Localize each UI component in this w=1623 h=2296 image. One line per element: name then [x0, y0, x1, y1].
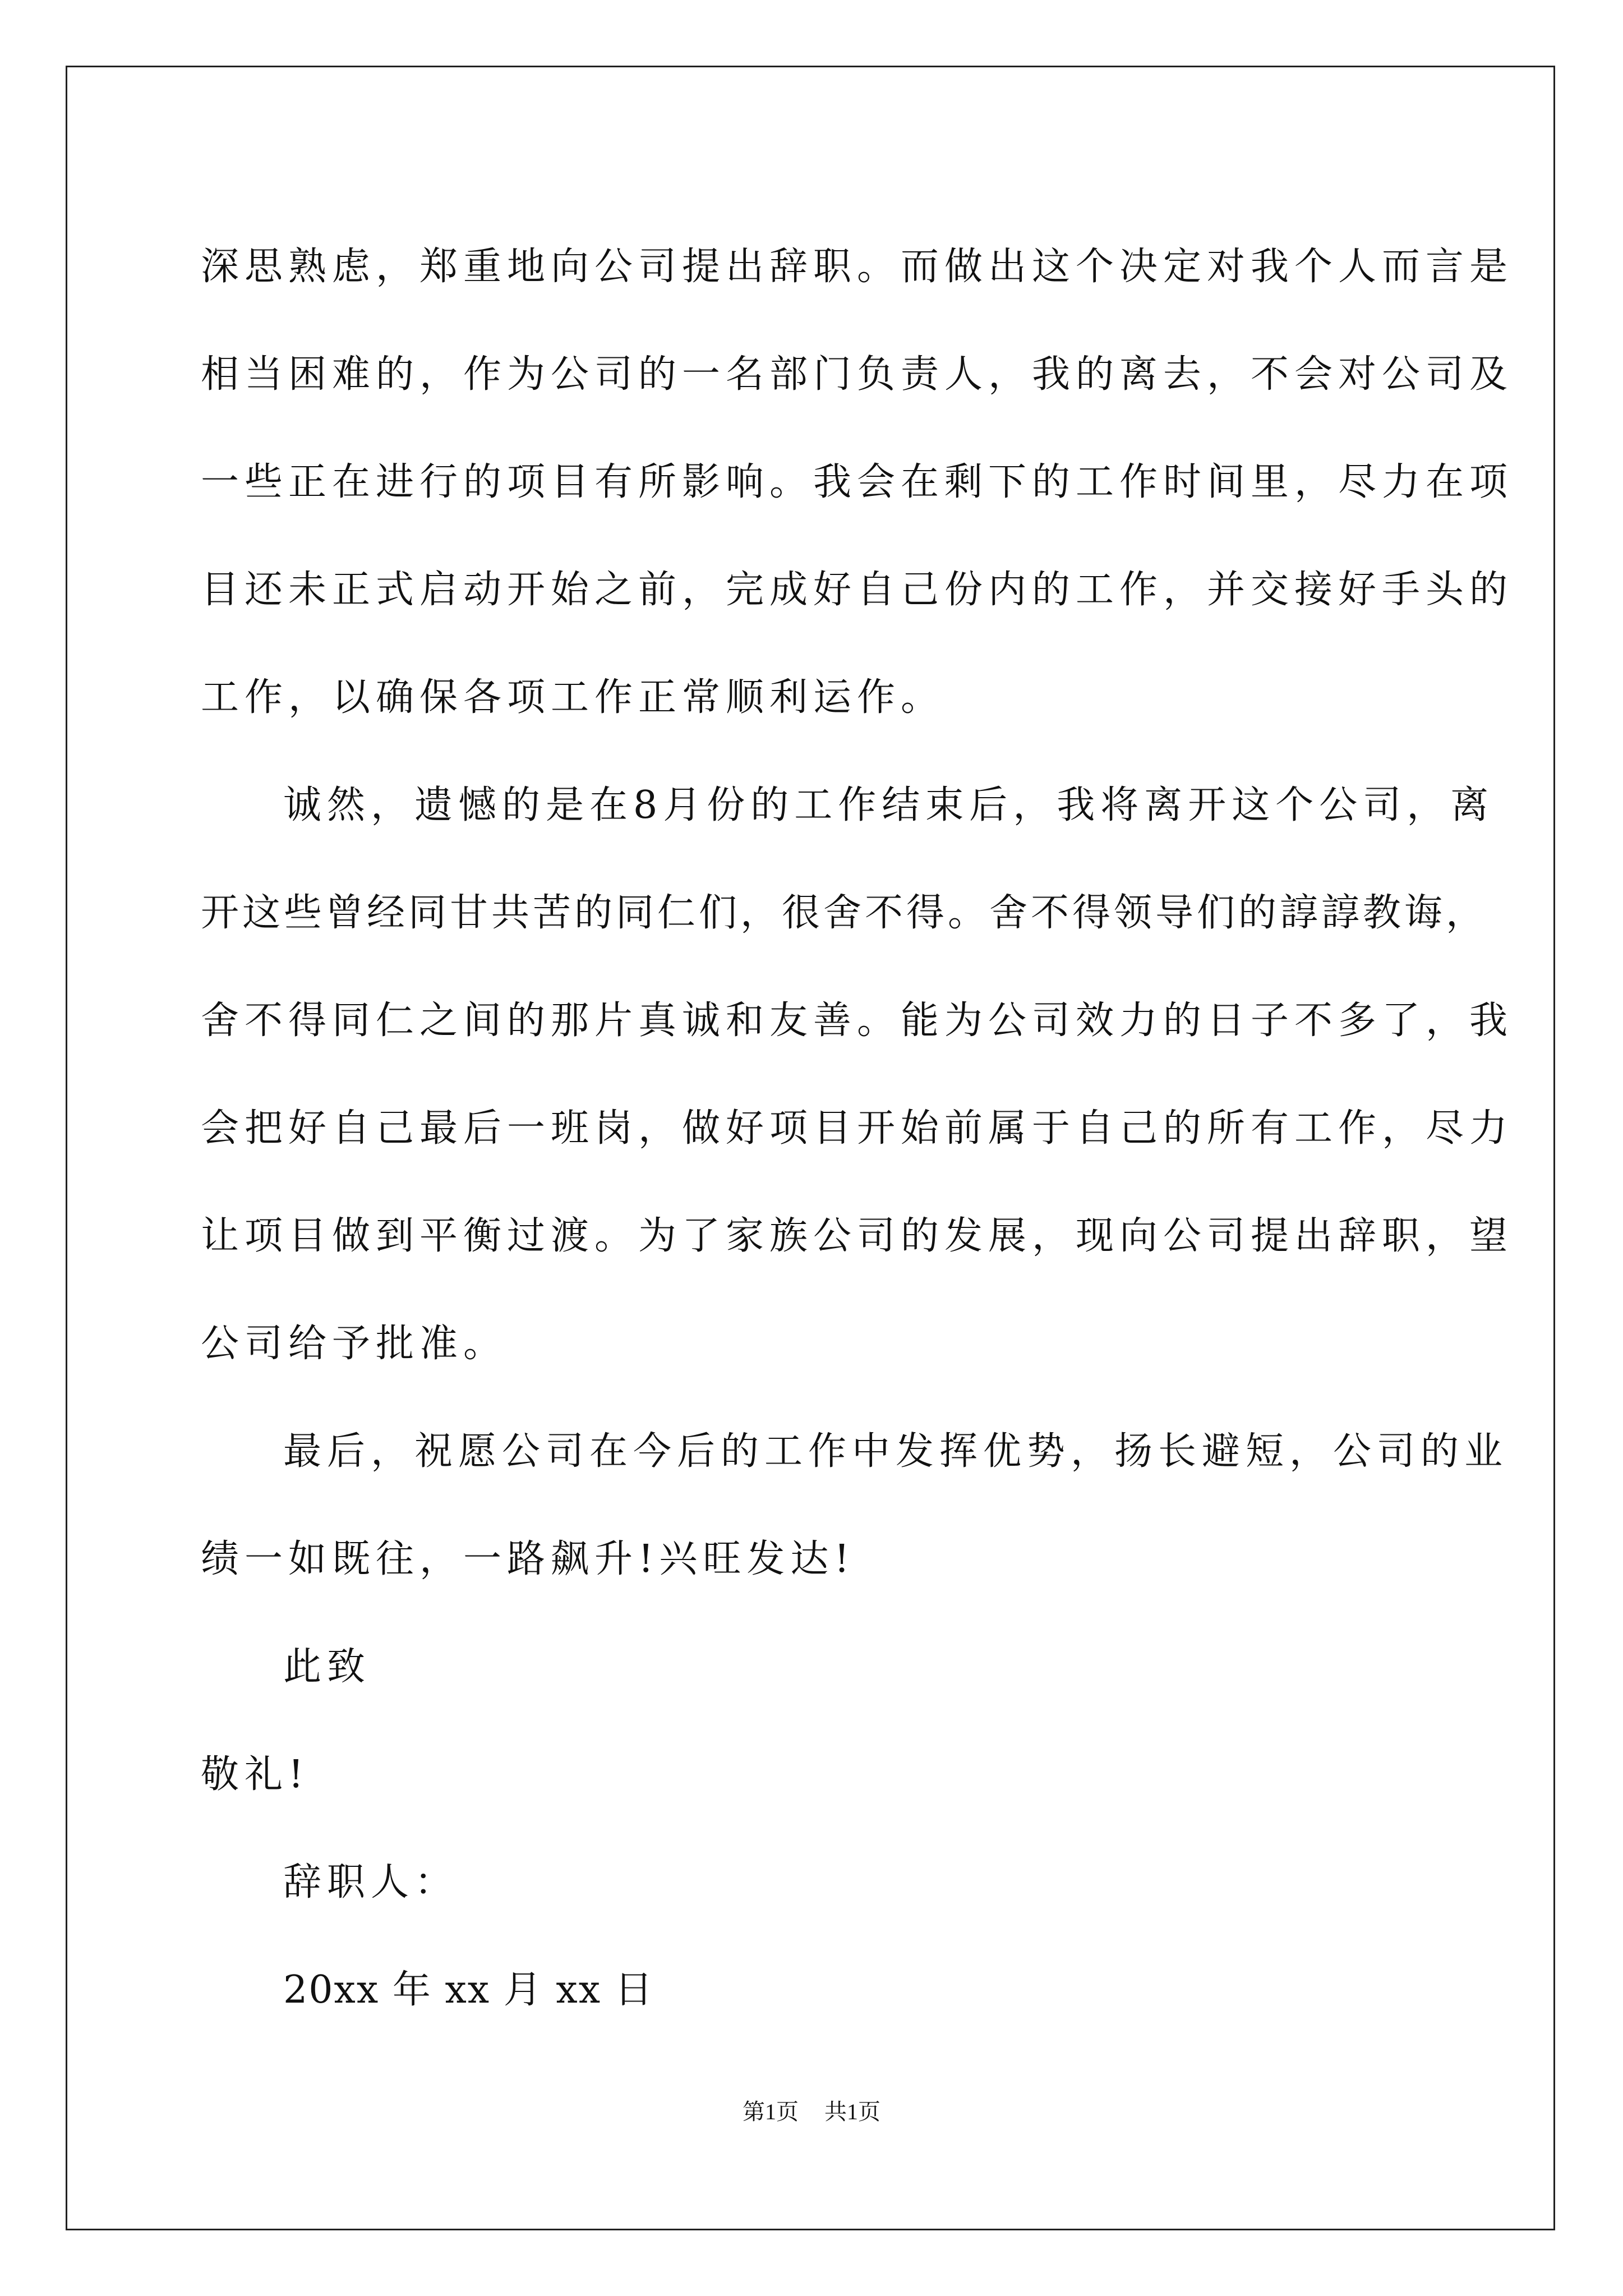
- text-line: 目还未正式启动开始之前，完成好自己份内的工作，并交接好手头的: [201, 568, 1514, 612]
- paragraph-3: [201, 1398, 1509, 1613]
- text-line: 相当困难的，作为公司的一名部门负责人，我的离去，不会对公司及: [201, 352, 1514, 397]
- date-text: 20xx 年 xx 月 xx 日: [283, 1968, 654, 2012]
- page-current: 第1页: [743, 2099, 799, 2124]
- date-line: [201, 1936, 1435, 2044]
- salute-text: 敬礼!: [201, 1752, 310, 1797]
- signer-line: [201, 1829, 1435, 1936]
- paragraph-1: [201, 213, 1514, 752]
- text-line: 工作，以确保各项工作正常顺利运作。: [201, 675, 945, 720]
- text-line: 诚然，遗憾的是在8月份的工作结束后，我将离开这个公司，离: [283, 783, 1495, 827]
- text-line: 一些正在进行的项目有所影响。我会在剩下的工作时间里，尽力在项: [201, 460, 1514, 504]
- text-line: 深思熟虑，郑重地向公司提出辞职。而做出这个决定对我个人而言是: [201, 245, 1514, 289]
- text-line: 让项目做到平衡过渡。为了家族公司的发展，现向公司提出辞职，望: [201, 1214, 1514, 1258]
- text-line: 最后，祝愿公司在今后的工作中发挥优势，扬长避短，公司的业: [283, 1429, 1509, 1474]
- text-line: 开这些曾经同甘共苦的同仁们，很舍不得。舍不得领导们的諄諄教诲，: [201, 891, 1488, 935]
- text-line: 绩一如既往，一路飙升!兴旺发达!: [201, 1537, 855, 1581]
- text-line: 会把好自己最后一班岗，做好项目开始前属于自己的所有工作，尽力: [201, 1106, 1514, 1151]
- page-footer: [0, 2094, 1623, 2126]
- paragraph-2: [201, 752, 1514, 1398]
- signer-label: 辞职人：: [283, 1860, 459, 1904]
- text-line: 舍不得同仁之间的那片真诚和友善。能为公司效力的日子不多了，我: [201, 999, 1514, 1043]
- text-line: 公司给予批准。: [201, 1322, 508, 1366]
- page-total: 共1页: [824, 2099, 880, 2124]
- document-body: [201, 213, 1514, 2044]
- closing-text: 此致: [283, 1645, 371, 1689]
- closing-line: [201, 1613, 1435, 1721]
- salute-line: [201, 1721, 1435, 1829]
